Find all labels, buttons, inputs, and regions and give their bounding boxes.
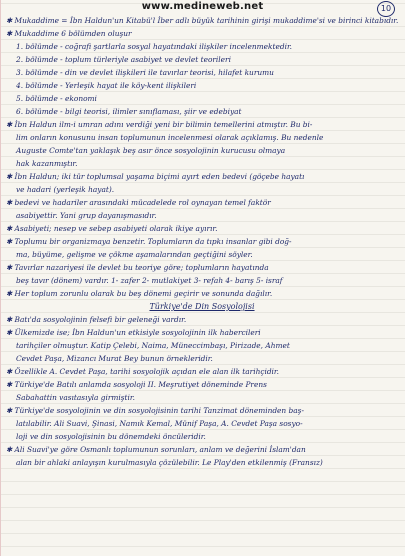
note-line: ✱ Özellikle A. Cevdet Paşa, tarihi sosyolojik açıdan ele alan ilk tarihçidir. <box>6 367 279 376</box>
page-number: 10 <box>377 1 395 17</box>
note-line: ✱ Mukaddime 6 bölümden oluşur <box>6 29 132 38</box>
note-line: ✱ Her toplum zorunlu olarak bu beş dönemi geçirir ve sonunda dağılır. <box>6 289 273 298</box>
note-line: 3. bölümde - din ve devlet ilişkileri ile tavırlar teorisi, hilafet kurumu <box>16 68 274 77</box>
note-line: loji ve din sosyolojisinin bu dönemdeki öncüleridir. <box>16 432 206 441</box>
note-line: 1. bölümde - coğrafi şartlarla sosyal hayatındaki ilişkiler incelenmektedir. <box>16 42 293 51</box>
note-line: Auguste Comte'tan yaklaşık beş asır önce sosyolojinin kurucusu olmaya <box>16 146 286 155</box>
site-watermark: www.medineweb.net <box>141 1 264 12</box>
note-line: asabiyettir. Yani grup dayanışmasıdır. <box>16 211 157 220</box>
section-title <box>6 300 398 313</box>
note-line: 5. bölümde - ekonomi <box>16 94 97 103</box>
note-line: ✱ Asabiyeti; nesep ve sebep asabiyeti olarak ikiye ayırır. <box>6 224 218 233</box>
section-title-text: Türkiye'de Din Sosyolojisi <box>149 302 255 311</box>
note-line: ✱ Toplumu bir organizmaya benzetir. Toplumların da tıpkı insanlar gibi doğ- <box>6 237 292 246</box>
note-line: lim onların konusunu insan toplumunun incelenmesi olarak açıklamış. Bu nedenle <box>16 133 324 142</box>
note-line: latılabilir. Ali Suavi, Şinasi, Namık Kemal, Münif Paşa, A. Cevdet Paşa sosyo- <box>16 419 303 428</box>
note-line: ✱ bedevi ve hadariler arasındaki mücadelede rol oynayan temel faktör <box>6 198 271 207</box>
note-line: alan bir ahlaki anlayışın kurulmasıyla çözülebilir. Le Play'den etkilenmiş (Fransız) <box>16 458 323 467</box>
note-line: ✱ Mukaddime = İbn Haldun'un Kitabü'l İber adlı büyük tarihinin girişi mukaddime'si ve birinci kitabıdır. <box>6 16 398 25</box>
note-line: 4. bölümde - Yerleşik hayat ile köy-kent ilişkileri <box>16 81 197 90</box>
note-line: beş tavır (dönem) vardır. 1- zafer 2- mutlakiyet 3- refah 4- barış 5- israf <box>16 276 283 285</box>
note-line: ✱ Tavırlar nazariyesi ile devlet bu teoriye göre; toplumların hayatında <box>6 263 269 272</box>
note-line: ✱ Türkiye'de Batılı anlamda sosyoloji II. Meşrutiyet döneminde Prens <box>6 380 267 389</box>
note-line: ma, büyüme, gelişme ve çökme aşamalarından geçtiğini söyler. <box>16 250 253 259</box>
page-margin-line <box>0 0 1 556</box>
note-line: 2. bölümde - toplum türleriyle asabiyet ve devlet teorileri <box>16 55 231 64</box>
note-line: Sabahattin vasıtasıyla girmiştir. <box>16 393 135 402</box>
note-line: 6. bölümde - bilgi teorisi, ilimler sınıflaması, şiir ve edebiyat <box>16 107 242 116</box>
note-line: ✱ Ülkemizde ise; İbn Haldun'un etkisiyle sosyolojinin ilk habercileri <box>6 328 261 337</box>
note-line: ✱ İbn Haldun ilm-i umran adını verdiği yeni bir bilimin temellerini atmıştır. Bu bi- <box>6 120 313 129</box>
note-line: tarihçiler olmuştur. Katip Çelebi, Naima, Müneccimbaşı, Pirizade, Ahmet <box>16 341 290 350</box>
note-line: Cevdet Paşa, Mizancı Murat Bey bunun örnekleridir. <box>16 354 213 363</box>
note-line: ✱ Batı'da sosyolojinin felsefi bir geleneği vardır. <box>6 315 187 324</box>
handwritten-notes <box>6 14 398 469</box>
note-line: ve hadari (yerleşik hayat). <box>16 185 115 194</box>
note-line: hak kazanmıştır. <box>16 159 78 168</box>
note-line: ✱ Ali Suavi'ye göre Osmanlı toplumunun sorunları, anlam ve değerini İslam'dan <box>6 445 306 454</box>
note-line: ✱ Türkiye'de sosyolojinin ve din sosyolojisinin tarihi Tanzimat döneminden baş- <box>6 406 304 415</box>
note-line: ✱ İbn Haldun; iki tür toplumsal yaşama biçimi ayırt eden bedevi (göçebe hayatı <box>6 172 305 181</box>
